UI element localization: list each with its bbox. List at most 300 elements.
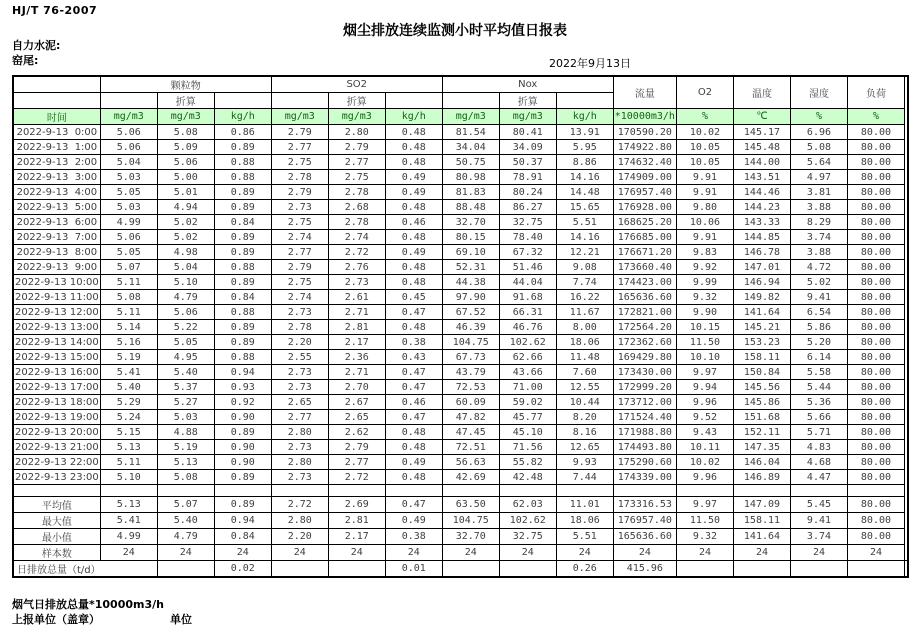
summary-value-cell: 5.07 <box>157 497 214 513</box>
value-cell: 145.48 <box>733 140 790 155</box>
value-cell: 32.75 <box>499 215 556 230</box>
value-cell: 0.47 <box>385 365 442 380</box>
summary-value-cell: 24 <box>847 545 904 561</box>
summary-value-cell: 0.38 <box>385 529 442 545</box>
value-cell: 5.95 <box>556 140 613 155</box>
value-cell: 5.06 <box>157 305 214 320</box>
value-cell: 149.82 <box>733 290 790 305</box>
summary-label: 最小值 <box>13 529 100 545</box>
unit-header: ℃ <box>733 109 790 125</box>
spacer-cell <box>157 485 214 497</box>
value-cell: 0.86 <box>214 125 271 140</box>
spacer-cell <box>556 485 613 497</box>
value-cell: 5.06 <box>157 155 214 170</box>
spacer-cell <box>100 485 157 497</box>
report-table <box>12 75 909 578</box>
daily-total-cell <box>733 561 790 578</box>
time-cell: 2022-9-13 5:00 <box>13 200 100 215</box>
table-row <box>13 350 908 365</box>
time-cell: 2022-9-13 18:00 <box>15 396 99 408</box>
value-cell: 5.11 <box>100 275 157 290</box>
summary-value-cell: 165636.60 <box>613 529 676 545</box>
time-cell: 2022-9-13 14:00 <box>15 336 99 348</box>
value-cell: 0.89 <box>214 470 271 485</box>
value-cell: 80.00 <box>847 200 904 215</box>
summary-value-cell: 0.84 <box>214 529 271 545</box>
value-cell: 5.44 <box>790 380 847 395</box>
value-cell: 0.38 <box>385 335 442 350</box>
value-cell: 2.73 <box>271 305 328 320</box>
value-cell: 80.41 <box>499 125 556 140</box>
value-cell: 60.09 <box>442 395 499 410</box>
value-cell: 67.52 <box>442 305 499 320</box>
group-header: 颗粒物 <box>100 76 271 93</box>
value-cell: 11.48 <box>556 350 613 365</box>
column-header: 流量 <box>613 76 676 109</box>
column-header: 温度 <box>733 76 790 109</box>
value-cell: 146.04 <box>733 455 790 470</box>
value-cell: 2.77 <box>271 410 328 425</box>
value-cell: 10.02 <box>676 125 733 140</box>
value-cell: 0.48 <box>385 230 442 245</box>
value-cell: 2.79 <box>271 185 328 200</box>
value-cell: 0.88 <box>214 170 271 185</box>
value-cell: 9.91 <box>676 185 733 200</box>
unit-header: mg/m3 <box>328 109 385 125</box>
summary-value-cell: 80.00 <box>847 529 904 545</box>
spacer-cell <box>676 485 733 497</box>
value-cell: 47.82 <box>442 410 499 425</box>
time-cell: 2022-9-13 0:00 <box>13 125 100 140</box>
value-cell: 5.19 <box>157 440 214 455</box>
value-cell: 2.36 <box>328 350 385 365</box>
value-cell: 80.98 <box>442 170 499 185</box>
summary-value-cell: 2.81 <box>328 513 385 529</box>
value-cell: 143.33 <box>733 215 790 230</box>
value-cell: 172362.60 <box>613 335 676 350</box>
spacer-cell <box>385 485 442 497</box>
value-cell: 0.89 <box>214 185 271 200</box>
summary-value-cell: 62.03 <box>499 497 556 513</box>
table-row <box>13 260 908 275</box>
value-cell: 44.38 <box>442 275 499 290</box>
value-cell: 2.65 <box>271 395 328 410</box>
summary-value-cell: 24 <box>214 545 271 561</box>
converted-subheader: 折算 <box>157 93 214 109</box>
summary-label: 最大值 <box>13 513 100 529</box>
summary-value-cell: 158.11 <box>733 513 790 529</box>
spacer-cell <box>733 485 790 497</box>
value-cell: 4.72 <box>790 260 847 275</box>
value-cell: 5.40 <box>157 365 214 380</box>
value-cell: 2.75 <box>271 275 328 290</box>
value-cell: 80.24 <box>499 185 556 200</box>
table-row <box>13 245 908 260</box>
daily-total-cell <box>676 561 733 578</box>
summary-value-cell: 5.13 <box>100 497 157 513</box>
value-cell: 0.48 <box>385 155 442 170</box>
daily-total-cell <box>847 561 904 578</box>
value-cell: 2.71 <box>328 305 385 320</box>
value-cell: 2.75 <box>271 155 328 170</box>
value-cell: 2.68 <box>328 200 385 215</box>
table-row <box>13 275 908 290</box>
summary-value-cell: 104.75 <box>442 513 499 529</box>
value-cell: 153.23 <box>733 335 790 350</box>
table-row <box>13 215 908 230</box>
value-cell: 5.02 <box>157 215 214 230</box>
value-cell: 5.11 <box>100 455 157 470</box>
spacer-cell <box>847 485 904 497</box>
value-cell: 5.19 <box>100 350 157 365</box>
time-cell: 2022-9-13 13:00 <box>15 321 99 333</box>
value-cell: 5.37 <box>157 380 214 395</box>
value-cell: 5.71 <box>790 425 847 440</box>
value-cell: 5.24 <box>100 410 157 425</box>
value-cell: 175290.60 <box>613 455 676 470</box>
value-cell: 97.90 <box>442 290 499 305</box>
value-cell: 5.64 <box>790 155 847 170</box>
value-cell: 9.52 <box>676 410 733 425</box>
value-cell: 2.73 <box>271 380 328 395</box>
value-cell: 9.99 <box>676 275 733 290</box>
value-cell: 80.00 <box>847 245 904 260</box>
value-cell: 55.82 <box>499 455 556 470</box>
summary-value-cell: 2.80 <box>271 513 328 529</box>
value-cell: 80.00 <box>847 260 904 275</box>
value-cell: 174909.00 <box>613 170 676 185</box>
value-cell: 52.31 <box>442 260 499 275</box>
summary-value-cell: 0.94 <box>214 513 271 529</box>
daily-total-cell <box>328 561 385 578</box>
value-cell: 170590.20 <box>613 125 676 140</box>
value-cell: 0.45 <box>385 290 442 305</box>
value-cell: 81.54 <box>442 125 499 140</box>
value-cell: 176685.00 <box>613 230 676 245</box>
value-cell: 80.00 <box>847 320 904 335</box>
value-cell: 45.10 <box>499 425 556 440</box>
value-cell: 5.03 <box>100 200 157 215</box>
value-cell: 173430.00 <box>613 365 676 380</box>
unit-header: *10000m3/h <box>613 109 676 125</box>
value-cell: 0.48 <box>385 470 442 485</box>
value-cell: 152.11 <box>733 425 790 440</box>
value-cell: 4.98 <box>157 245 214 260</box>
value-cell: 2.73 <box>271 470 328 485</box>
value-cell: 5.20 <box>790 335 847 350</box>
daily-total-cell: 415.96 <box>613 561 676 578</box>
time-cell: 2022-9-13 8:00 <box>13 245 100 260</box>
value-cell: 9.08 <box>556 260 613 275</box>
unit-header: % <box>790 109 847 125</box>
value-cell: 5.58 <box>790 365 847 380</box>
value-cell: 0.48 <box>385 260 442 275</box>
value-cell: 80.00 <box>847 290 904 305</box>
value-cell: 145.56 <box>733 380 790 395</box>
spacer-cell <box>790 485 847 497</box>
value-cell: 0.89 <box>214 275 271 290</box>
value-cell: 0.49 <box>385 455 442 470</box>
unit-header: mg/m3 <box>442 109 499 125</box>
value-cell: 34.09 <box>499 140 556 155</box>
table-row <box>13 185 908 200</box>
value-cell: 9.94 <box>676 380 733 395</box>
value-cell: 2.79 <box>328 140 385 155</box>
value-cell: 0.48 <box>385 125 442 140</box>
value-cell: 4.94 <box>157 200 214 215</box>
value-cell: 9.93 <box>556 455 613 470</box>
column-header: 湿度 <box>790 76 847 109</box>
converted-subheader: 折算 <box>328 93 385 109</box>
value-cell: 72.51 <box>442 440 499 455</box>
value-cell: 10.06 <box>676 215 733 230</box>
time-cell: 2022-9-13 4:00 <box>13 185 100 200</box>
value-cell: 14.16 <box>556 170 613 185</box>
time-cell: 2022-9-13 10:00 <box>15 276 99 288</box>
summary-value-cell: 2.20 <box>271 529 328 545</box>
value-cell: 174339.00 <box>613 470 676 485</box>
value-cell: 9.41 <box>790 290 847 305</box>
table-row <box>13 425 908 440</box>
value-cell: 10.15 <box>676 320 733 335</box>
time-cell: 2022-9-13 12:00 <box>15 306 99 318</box>
value-cell: 10.02 <box>676 455 733 470</box>
value-cell: 2.65 <box>328 410 385 425</box>
value-cell: 5.04 <box>100 155 157 170</box>
time-cell: 2022-9-13 22:00 <box>15 456 99 468</box>
value-cell: 0.89 <box>214 245 271 260</box>
value-cell: 0.46 <box>385 215 442 230</box>
summary-value-cell: 5.40 <box>157 513 214 529</box>
value-cell: 2.72 <box>328 470 385 485</box>
summary-label: 样本数 <box>13 545 100 561</box>
time-cell: 2022-9-13 21:00 <box>15 441 99 453</box>
value-cell: 5.05 <box>157 335 214 350</box>
value-cell: 5.40 <box>100 380 157 395</box>
value-cell: 173660.40 <box>613 260 676 275</box>
value-cell: 10.05 <box>676 155 733 170</box>
value-cell: 4.97 <box>790 170 847 185</box>
value-cell: 5.11 <box>100 305 157 320</box>
value-cell: 5.13 <box>157 455 214 470</box>
value-cell: 0.90 <box>214 455 271 470</box>
value-cell: 71.56 <box>499 440 556 455</box>
daily-total-cell: 0.26 <box>556 561 613 578</box>
summary-value-cell: 32.70 <box>442 529 499 545</box>
value-cell: 9.90 <box>676 305 733 320</box>
value-cell: 0.47 <box>385 305 442 320</box>
summary-value-cell: 176957.40 <box>613 513 676 529</box>
value-cell: 172564.20 <box>613 320 676 335</box>
value-cell: 88.48 <box>442 200 499 215</box>
value-cell: 12.55 <box>556 380 613 395</box>
value-cell: 2.78 <box>328 215 385 230</box>
table-row <box>13 365 908 380</box>
value-cell: 2.62 <box>328 425 385 440</box>
value-cell: 5.05 <box>100 245 157 260</box>
value-cell: 5.13 <box>100 440 157 455</box>
flue-gas-total-label: 烟气日排放总量*10000m3/h <box>12 598 164 611</box>
daily-total-cell <box>904 561 908 578</box>
value-cell: 171524.40 <box>613 410 676 425</box>
value-cell: 0.48 <box>385 200 442 215</box>
summary-value-cell: 9.41 <box>790 513 847 529</box>
value-cell: 80.00 <box>847 155 904 170</box>
value-cell: 2.70 <box>328 380 385 395</box>
value-cell: 86.27 <box>499 200 556 215</box>
value-cell: 2.74 <box>271 290 328 305</box>
value-cell: 4.88 <box>157 425 214 440</box>
spacer-cell <box>613 485 676 497</box>
value-cell: 2.80 <box>328 125 385 140</box>
value-cell: 69.10 <box>442 245 499 260</box>
unit-header: % <box>847 109 904 125</box>
value-cell: 2.80 <box>271 455 328 470</box>
value-cell: 0.48 <box>385 440 442 455</box>
value-cell: 5.22 <box>157 320 214 335</box>
value-cell: 0.49 <box>385 185 442 200</box>
value-cell: 5.15 <box>100 425 157 440</box>
value-cell: 11.50 <box>676 335 733 350</box>
unit-header: mg/m3 <box>271 109 328 125</box>
summary-label: 平均值 <box>13 497 100 513</box>
value-cell: 5.51 <box>556 215 613 230</box>
value-cell: 2.73 <box>271 365 328 380</box>
summary-value-cell: 24 <box>385 545 442 561</box>
value-cell: 7.74 <box>556 275 613 290</box>
unit-header: % <box>676 109 733 125</box>
value-cell: 141.64 <box>733 305 790 320</box>
summary-value-cell: 80.00 <box>847 513 904 529</box>
value-cell: 78.91 <box>499 170 556 185</box>
value-cell: 2.71 <box>328 365 385 380</box>
summary-value-cell: 0.49 <box>385 513 442 529</box>
report-title: 烟尘排放连续监测小时平均值日报表 <box>343 23 567 39</box>
value-cell: 14.16 <box>556 230 613 245</box>
value-cell: 2.67 <box>328 395 385 410</box>
value-cell: 0.88 <box>214 155 271 170</box>
value-cell: 32.70 <box>442 215 499 230</box>
value-cell: 5.86 <box>790 320 847 335</box>
reporting-unit-label: 上报单位（盖章） <box>12 613 100 626</box>
value-cell: 2.78 <box>271 170 328 185</box>
value-cell: 80.00 <box>847 305 904 320</box>
value-cell: 80.00 <box>847 380 904 395</box>
value-cell: 8.20 <box>556 410 613 425</box>
value-cell: 0.89 <box>214 230 271 245</box>
value-cell: 2.74 <box>328 230 385 245</box>
value-cell: 10.44 <box>556 395 613 410</box>
value-cell: 80.00 <box>847 470 904 485</box>
value-cell: 80.00 <box>847 215 904 230</box>
summary-row <box>13 497 908 513</box>
summary-value-cell: 63.50 <box>442 497 499 513</box>
value-cell: 145.21 <box>733 320 790 335</box>
value-cell: 7.60 <box>556 365 613 380</box>
time-cell: 2022-9-13 23:00 <box>15 471 99 483</box>
value-cell: 5.08 <box>790 140 847 155</box>
value-cell: 2.78 <box>271 320 328 335</box>
value-cell: 104.75 <box>442 335 499 350</box>
value-cell: 9.80 <box>676 200 733 215</box>
value-cell: 2.75 <box>328 170 385 185</box>
value-cell: 171988.80 <box>613 425 676 440</box>
value-cell: 8.29 <box>790 215 847 230</box>
summary-value-cell: 3.74 <box>790 529 847 545</box>
value-cell: 80.00 <box>847 335 904 350</box>
value-cell: 2.73 <box>271 440 328 455</box>
value-cell: 67.32 <box>499 245 556 260</box>
value-cell: 0.47 <box>385 380 442 395</box>
value-cell: 66.31 <box>499 305 556 320</box>
value-cell: 3.88 <box>790 245 847 260</box>
value-cell: 42.48 <box>499 470 556 485</box>
value-cell: 176928.00 <box>613 200 676 215</box>
table-row <box>13 380 908 395</box>
value-cell: 0.89 <box>214 335 271 350</box>
value-cell: 8.86 <box>556 155 613 170</box>
subheader-blank <box>385 93 442 109</box>
value-cell: 0.48 <box>385 320 442 335</box>
value-cell: 0.89 <box>214 200 271 215</box>
value-cell: 0.93 <box>214 380 271 395</box>
column-header: 负荷 <box>847 76 904 109</box>
value-cell: 173712.00 <box>613 395 676 410</box>
value-cell: 6.54 <box>790 305 847 320</box>
value-cell: 5.04 <box>157 260 214 275</box>
value-cell: 0.49 <box>385 245 442 260</box>
value-cell: 0.48 <box>385 140 442 155</box>
time-cell: 2022-9-13 19:00 <box>15 411 99 423</box>
report-date: 2022年9月13日 <box>549 57 631 70</box>
value-cell: 13.91 <box>556 125 613 140</box>
value-cell: 80.00 <box>847 455 904 470</box>
value-cell: 5.29 <box>100 395 157 410</box>
summary-value-cell: 5.41 <box>100 513 157 529</box>
time-cell: 2022-9-13 16:00 <box>15 366 99 378</box>
value-cell: 2.77 <box>271 245 328 260</box>
value-cell: 0.92 <box>214 395 271 410</box>
value-cell: 145.86 <box>733 395 790 410</box>
summary-value-cell: 5.51 <box>556 529 613 545</box>
value-cell: 5.41 <box>100 365 157 380</box>
time-cell: 2022-9-13 9:00 <box>13 260 100 275</box>
value-cell: 2.77 <box>271 140 328 155</box>
spacer-cell <box>271 485 328 497</box>
summary-value-cell: 2.69 <box>328 497 385 513</box>
table-row <box>13 470 908 485</box>
value-cell: 2.73 <box>328 275 385 290</box>
value-cell: 16.22 <box>556 290 613 305</box>
time-cell: 2022-9-13 17:00 <box>15 381 99 393</box>
value-cell: 81.83 <box>442 185 499 200</box>
value-cell: 150.84 <box>733 365 790 380</box>
table-row <box>13 200 908 215</box>
value-cell: 5.07 <box>100 260 157 275</box>
value-cell: 0.88 <box>214 305 271 320</box>
value-cell: 2.55 <box>271 350 328 365</box>
value-cell: 0.46 <box>385 395 442 410</box>
header-row-units <box>13 109 908 125</box>
summary-value-cell: 24 <box>328 545 385 561</box>
unit-label: 单位 <box>170 613 192 626</box>
value-cell: 9.32 <box>676 290 733 305</box>
daily-total-row <box>13 561 908 578</box>
summary-value-cell: 4.79 <box>157 529 214 545</box>
value-cell: 147.01 <box>733 260 790 275</box>
value-cell: 2.79 <box>271 260 328 275</box>
time-header-spacer <box>13 76 100 93</box>
